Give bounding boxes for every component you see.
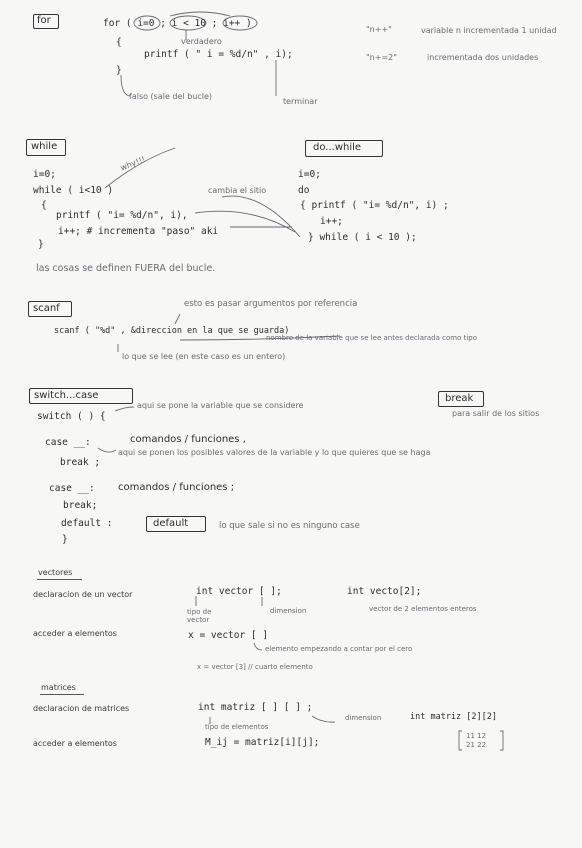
switch-heading: switch...case [34,390,99,401]
switch-code-2: case __: [45,437,91,448]
note-n2-desc: incrementada dos unidades [427,53,539,62]
for-brace-open: { [116,37,122,48]
arrow-var [115,407,134,411]
switch-default-desc: lo que sale si no es ninguno case [219,521,360,531]
matrices-r1: 11 12 [466,732,487,740]
scanf-note-var: nombre de la variable que se lee antes declarada como tipo [266,334,477,342]
switch-break-box: break [445,393,474,404]
vectores-access-label: acceder a elementos [33,629,117,638]
switch-default-box: default [153,518,189,529]
switch-code-2-desc: comandos / funciones , [130,434,246,445]
matrices-heading: matrices [41,683,76,692]
dowhile-code-3: { printf ( "i= %d/n", i) ; [300,200,449,211]
while-note-change: cambia el sitio [208,186,267,195]
switch-code-7: } [62,534,68,545]
scanf-heading: scanf [33,303,60,314]
matrices-underline [40,694,84,695]
switch-code-4: case __: [49,483,95,494]
switch-code-6: default : [61,518,113,529]
vectores-tipo-note: tipo de vector [187,608,212,625]
vectores-decl-label: declaracion de un vector [33,590,133,599]
matrices-tipo-note: tipo de elementos [205,723,269,731]
switch-code-3: break ; [60,457,101,468]
switch-note-var: aqui se pone la variable que se considere [137,401,304,410]
matrices-example-code: int matriz [2][2] [410,712,497,722]
vectores-example2: x = vector [3] // cuarto elemento [197,663,313,671]
for-brace-close: } [116,65,122,76]
for-code-line: for ( i=0 ; i < 10 ; i++ ) [103,18,252,29]
switch-code-5: break; [63,500,98,511]
for-note-end: terminar [283,97,318,106]
arrow-why [105,148,175,188]
arrow-dim-m [312,716,335,722]
for-label-true: verdadero [181,37,222,46]
for-printf: printf ( " i = %d/n" , i); [144,49,293,60]
note-nplus-desc: variable n incrementada 1 unidad [421,26,557,35]
vectores-access-code: x = vector [ ] [188,630,269,641]
switch-code-1: switch ( ) { [37,411,106,422]
matrices-decl-code: int matriz [ ] [ ] ; [198,702,313,713]
dowhile-code-5: } while ( i < 10 ); [308,232,417,243]
for-note-false: falso (sale del bucle) [129,92,213,101]
switch-code-4-desc: comandos / funciones ; [118,482,235,493]
dowhile-heading: do...while [313,142,362,153]
vectores-heading: vectores [38,568,73,577]
vectores-decl-code: int vector [ ]; [196,586,282,597]
while-code-4: printf ( "i= %d/n", i), [56,210,188,221]
note-n2: "n+=2" [366,53,397,62]
bracket-left [459,731,462,750]
matrices-access-label: acceder a elementos [33,739,117,748]
vectores-underline [37,579,82,580]
while-footer: las cosas se definen FUERA del bucle. [36,263,216,274]
switch-break-desc: para salir de los sitios [452,409,540,418]
while-code-5: i++; # incrementa "paso" aki [58,226,219,237]
while-code-6: } [38,239,44,250]
scanf-note-read: lo que se lee (en este caso es un entero) [122,352,286,361]
dowhile-code-4: i++; [320,216,343,227]
scanf-note-ref: esto es pasar argumentos por referencia [184,299,358,309]
vectores-dim-note: dimension [270,607,307,615]
matrices-decl-label: declaracion de matrices [33,704,130,713]
dowhile-code-1: i=0; [298,169,321,180]
vectores-example-note: vector de 2 elementos enteros [369,605,477,613]
scanf-code: scanf ( "%d" , &direccion en la que se guarda) [54,326,290,336]
while-heading: while [31,141,58,152]
while-code-2: while ( i<10 ) [33,185,114,196]
matrices-access-code: M_ij = matriz[i][j]; [205,737,320,748]
switch-note-values: aqui se ponen los posibles valores de la variable y lo que quieres que se haga [118,448,431,457]
arrow-ref [175,314,180,324]
note-nplus: "n++" [366,25,392,34]
while-code-1: i=0; [33,169,56,180]
while-code-3: { [41,200,47,211]
for-heading: for [37,15,51,26]
dowhile-code-2: do [298,185,310,196]
matrices-dim-note: dimension [345,714,382,722]
arrow-loop [170,12,230,16]
bracket-right [500,731,503,750]
arrow-values [98,448,116,452]
while-note-why: why!!! [119,154,147,173]
vectores-example-code: int vecto[2]; [347,586,422,597]
arrow-zero [254,643,262,650]
vectores-access-note: elemento empezando a contar por el cero [265,645,413,653]
matrices-r2: 21 22 [466,741,487,749]
